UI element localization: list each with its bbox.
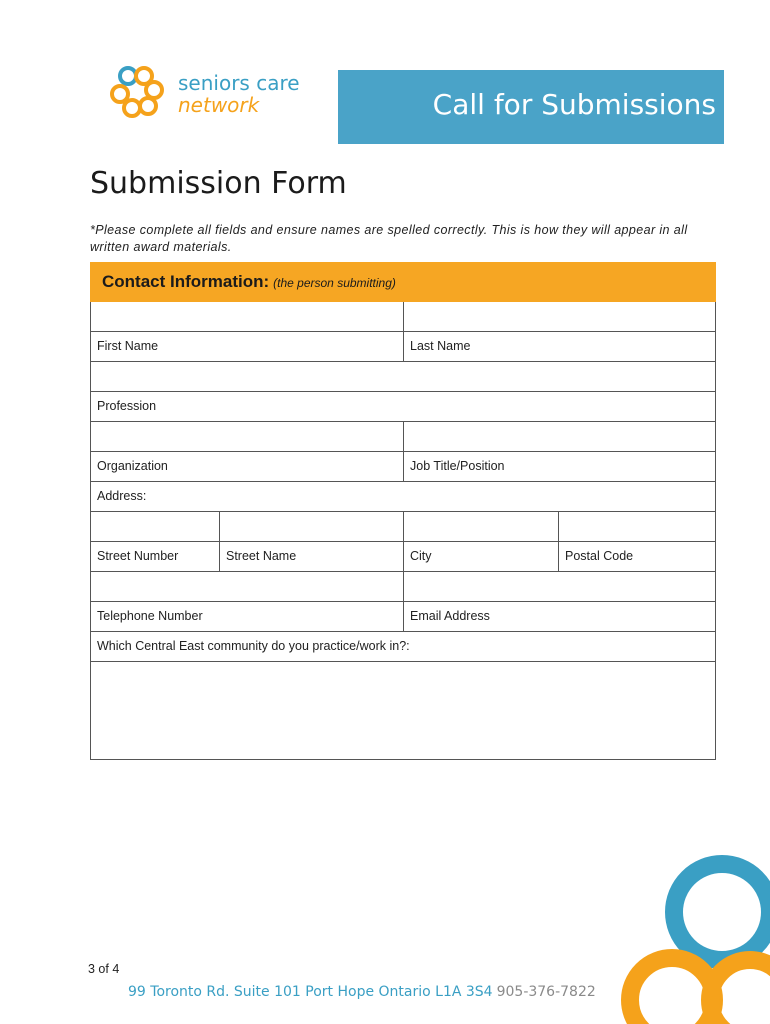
instructions-note: *Please complete all fields and ensure names are spelled correctly. This is how they will appear in all written award materials. — [90, 223, 688, 254]
city-field[interactable] — [404, 512, 559, 541]
profession-input-row — [90, 362, 716, 392]
first-name-field[interactable] — [91, 302, 404, 331]
job-title-label: Job Title/Position — [410, 459, 505, 473]
street-number-label: Street Number — [97, 549, 179, 563]
postal-code-label: Postal Code — [565, 549, 634, 563]
street-number-field[interactable] — [91, 512, 220, 541]
organization-label-row — [90, 452, 716, 482]
profession-label-row — [90, 392, 716, 422]
name-input-row — [90, 302, 716, 332]
street-name-field[interactable] — [220, 512, 404, 541]
email-label: Email Address — [410, 609, 490, 623]
organization-field[interactable] — [91, 422, 404, 451]
address-label: Address: — [97, 489, 147, 503]
email-field[interactable] — [404, 572, 716, 601]
telephone-label: Telephone Number — [97, 609, 203, 623]
postal-code-field[interactable] — [559, 512, 716, 541]
footer-address: 99 Toronto Rd. Suite 101 Port Hope Ontario L1A 3S4 — [128, 984, 493, 1000]
contact-input-row — [90, 572, 716, 602]
address-heading-row — [90, 482, 716, 512]
community-question-label: Which Central East community do you practice/work in?: — [97, 639, 410, 653]
last-name-field[interactable] — [404, 302, 716, 331]
decorative-rings-icon — [620, 850, 770, 1024]
organization-label: Organization — [97, 459, 168, 473]
footer-phone: 905-376-7822 — [496, 984, 596, 1000]
profession-field[interactable] — [91, 362, 716, 391]
call-for-submissions-banner — [338, 70, 724, 144]
seniors-care-network-logo — [108, 64, 328, 128]
profession-label: Profession — [97, 399, 157, 413]
first-name-label: First Name — [97, 339, 159, 353]
brand-line-1: seniors care — [178, 71, 300, 95]
community-question-row — [90, 632, 716, 662]
flower-logo-icon — [108, 64, 172, 128]
section-title: Contact Information: — [102, 272, 270, 291]
section-subtitle: (the person submitting) — [273, 276, 396, 290]
city-label: City — [410, 549, 432, 563]
organization-input-row — [90, 422, 716, 452]
job-title-field[interactable] — [404, 422, 716, 451]
street-name-label: Street Name — [226, 549, 297, 563]
page-number: 3 of 4 — [88, 962, 120, 976]
form-title: Submission Form — [90, 166, 347, 201]
address-input-row — [90, 512, 716, 542]
community-answer-row — [90, 662, 716, 760]
footer-contact — [128, 984, 596, 1000]
contact-information-header — [90, 262, 716, 302]
name-label-row — [90, 332, 716, 362]
contact-label-row — [90, 602, 716, 632]
brand-line-2: network — [178, 93, 260, 117]
banner-title: Call for Submissions — [432, 88, 716, 121]
contact-form-grid — [90, 302, 716, 760]
last-name-label: Last Name — [410, 339, 471, 353]
telephone-field[interactable] — [91, 572, 404, 601]
address-label-row — [90, 542, 716, 572]
community-answer-field[interactable] — [91, 662, 716, 759]
